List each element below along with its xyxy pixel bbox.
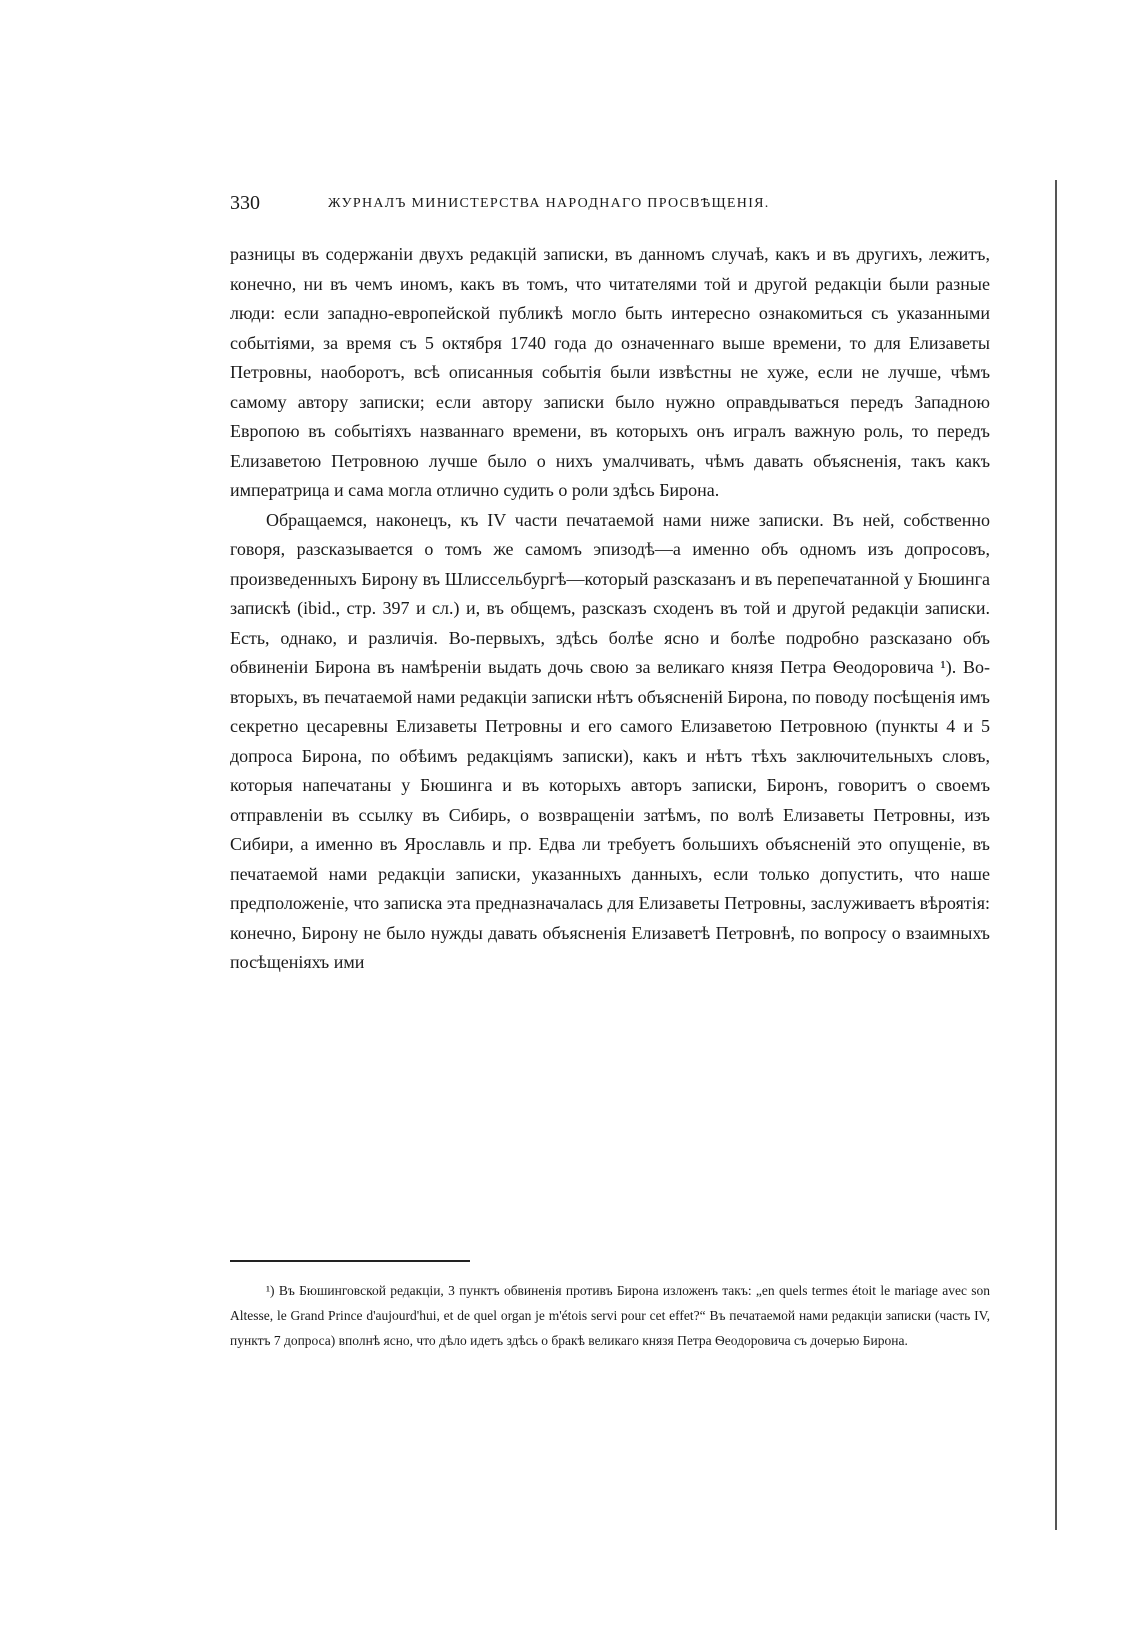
footnote-text: ¹) Въ Бюшинговской редакціи, 3 пунктъ обвиненія противъ Бирона изложенъ такъ: „en quels termes étoit le mariage avec son Altesse, le Grand Prince d'aujourd'hui, et de quel organ je m'étois servi pour cet effet?“ Въ печатаемой нами редакціи записки (часть IV, пунктъ 7 допроса) вполнѣ ясно, что дѣло идетъ здѣсь о бракѣ великаго князя Петра Ѳеодоровича съ дочерью Бирона. [230,1283,990,1348]
footnote [230,1278,990,1353]
footnote-divider [230,1260,470,1262]
page-number: 330 [230,192,260,214]
running-title: ЖУРНАЛЪ МИНИСТЕРСТВА НАРОДНАГО ПРОСВѢЩЕНІЯ. [328,196,770,211]
paragraph-1: разницы въ содержаніи двухъ редакцій записки, въ данномъ случаѣ, какъ и въ другихъ, лежитъ, конечно, ни въ чемъ иномъ, какъ въ томъ, что читателями той и другой редакціи были разные люди: если западно-европейской публикѣ могло быть интересно ознакомиться съ указанными событіями, за время съ 5 октября 1740 года до означеннаго выше времени, то для Елизаветы Петровны, наоборотъ, всѣ описанныя событія были извѣстны не хуже, если не лучше, чѣмъ самому автору записки; если автору записки было нужно оправдываться передъ Западною Европою въ событіяхъ названнаго времени, въ которыхъ онъ игралъ важную роль, то передъ Елизаветою Петровною лучше было о нихъ умалчивать, чѣмъ давать объясненія, такъ какъ императрица и сама могла отлично судить о роли здѣсь Бирона. [230,244,990,500]
page-edge-line [1055,180,1057,1530]
paragraph-2: Обращаемся, наконецъ, къ IV части печатаемой нами ниже записки. Въ ней, собственно говоря, разсказывается о томъ же самомъ эпизодѣ—а именно объ одномъ изъ допросовъ, произведенныхъ Бирону въ Шлиссельбургѣ—который разсказанъ и въ перепечатанной у Бюшинга запискѣ (ibid., стр. 397 и сл.) и, въ общемъ, разсказъ сходенъ въ той и другой редакціи записки. Есть, однако, и различія. Во-первыхъ, здѣсь болѣе ясно и болѣе подробно разсказано объ обвиненіи Бирона въ намѣреніи выдать дочь свою за великаго князя Петра Ѳеодоровича ¹). Во-вторыхъ, въ печатаемой нами редакціи записки нѣтъ объясненій Бирона, по поводу посѣщенія имъ секретно цесаревны Елизаветы Петровны и его самого Елизаветою Петровною (пункты 4 и 5 допроса Бирона, по обѣимъ редакціямъ записки), какъ и нѣтъ тѣхъ заключительныхъ словъ, которыя напечатаны у Бюшинга и въ которыхъ авторъ записки, Биронъ, говоритъ о своемъ отправленіи въ ссылку въ Сибирь, о возвращеніи затѣмъ, по волѣ Елизаветы Петровны, изъ Сибири, а именно въ Ярославль и пр. Едва ли требуетъ большихъ объясненій это опущеніе, въ печатаемой нами редакціи записки, указанныхъ данныхъ, если только допустить, что наше предположеніе, что записка эта предназначалась для Елизаветы Петровны, заслуживаетъ вѣроятія: конечно, Бирону не было нужды давать объясненія Елизаветѣ Петровнѣ, по вопросу о взаимныхъ посѣщеніяхъ ими [230,509,990,972]
body-text [230,240,990,978]
page-header [230,192,990,220]
